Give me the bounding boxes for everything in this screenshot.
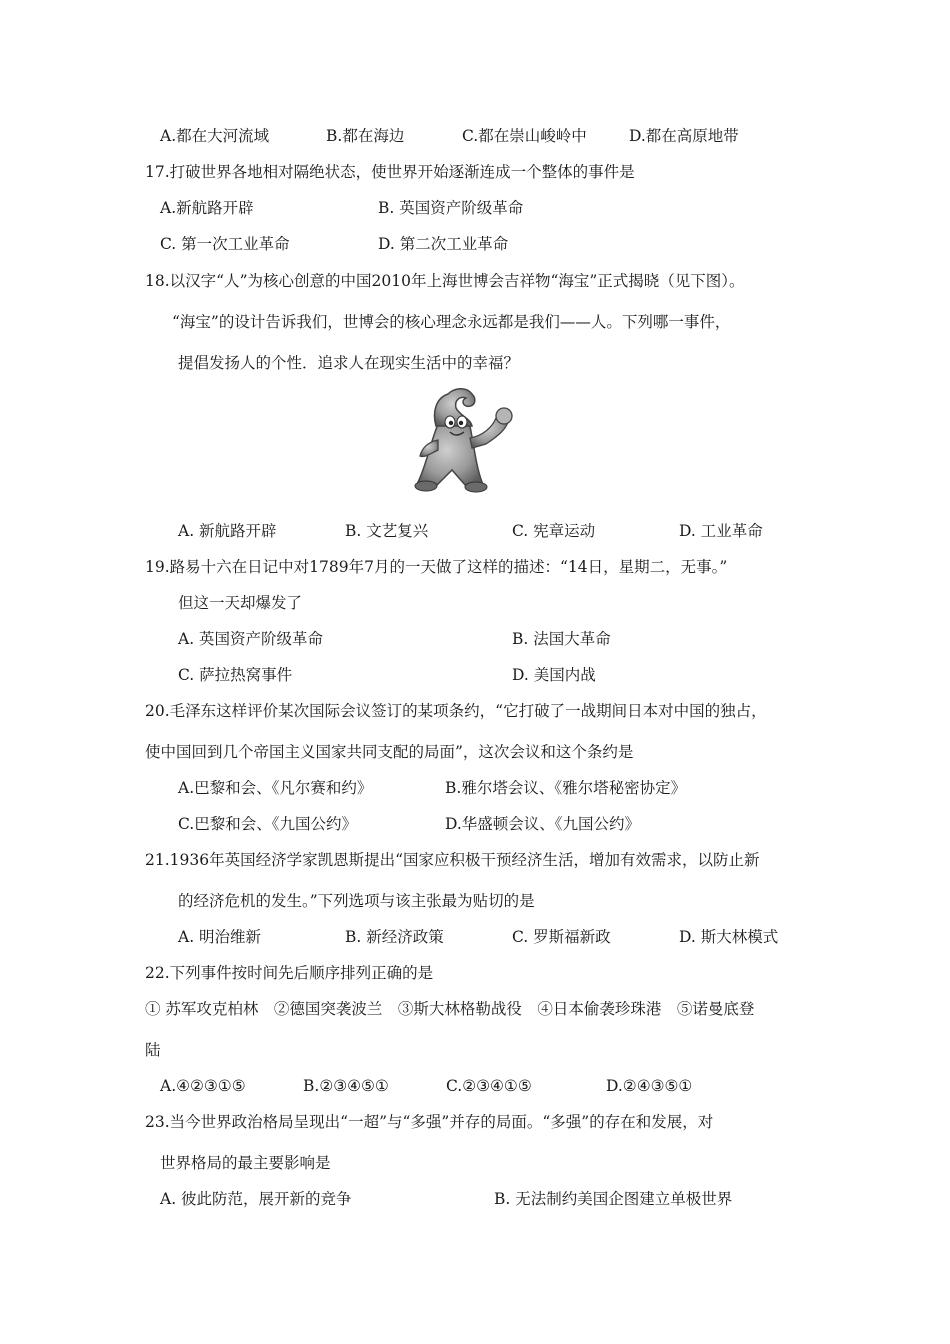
q20-option-c: C.巴黎和会、《九国公约》 xyxy=(178,815,357,833)
q23-option-a: A. 彼此防范，展开新的竞争 xyxy=(160,1190,352,1208)
q19-stem-line-2: 但这一天却爆发了 xyxy=(178,594,303,612)
q21-stem-line-1: 21.1936年英国经济学家凯恩斯提出“国家应积极干预经济生活，增加有效需求，以防止新 xyxy=(145,851,760,869)
q17-option-c: C. 第一次工业革命 xyxy=(160,235,290,253)
q21-option-d: D. 斯大林模式 xyxy=(679,928,779,946)
q16-option-b: B.都在海边 xyxy=(326,127,405,145)
q17-stem: 17.打破世界各地相对隔绝状态，使世界开始逐渐连成一个整体的事件是 xyxy=(145,163,635,181)
q18-stem-line-3: 提倡发扬人的个性．追求人在现实生活中的幸福？ xyxy=(178,354,520,372)
q17-option-b: B. 英国资产阶级革命 xyxy=(378,199,524,217)
q20-option-b: B.雅尔塔会议、《雅尔塔秘密协定》 xyxy=(445,779,687,797)
q18-stem-line-2: “海宝”的设计告诉我们，世博会的核心理念永远都是我们——人。下列哪一事件， xyxy=(172,313,731,331)
q19-option-a: A. 英国资产阶级革命 xyxy=(178,630,324,648)
q23-stem-line-1: 23.当今世界政治格局呈现出“一超”与“多强”并存的局面。“多强”的存在和发展，对 xyxy=(145,1113,714,1131)
q21-option-b: B. 新经济政策 xyxy=(345,928,444,946)
q23-option-b: B. 无法制约美国企图建立单极世界 xyxy=(494,1190,733,1208)
q22-option-a: A.④②③①⑤ xyxy=(160,1077,246,1095)
q21-option-c: C. 罗斯福新政 xyxy=(512,928,611,946)
q19-option-d: D. 美国内战 xyxy=(512,666,596,684)
q22-option-d: D.②④③⑤① xyxy=(606,1077,693,1095)
q23-stem-line-2: 世界格局的最主要影响是 xyxy=(160,1154,331,1172)
q20-option-d: D.华盛顿会议、《九国公约》 xyxy=(445,815,641,833)
q18-option-c: C. 宪章运动 xyxy=(512,522,596,540)
q22-stem: 22.下列事件按时间先后顺序排列正确的是 xyxy=(145,964,434,982)
q20-stem-line-1: 20.毛泽东这样评价某次国际会议签订的某项条约，“它打破了一战期间日本对中国的独占， xyxy=(145,702,767,720)
q17-option-a: A.新航路开辟 xyxy=(160,199,254,217)
q17-option-d: D. 第二次工业革命 xyxy=(378,235,509,253)
q21-stem-line-2: 的经济危机的发生。”下列选项与该主张最为贴切的是 xyxy=(178,892,535,910)
q21-option-a: A. 明治维新 xyxy=(178,928,262,946)
q20-stem-line-2: 使中国回到几个帝国主义国家共同支配的局面”，这次会议和这个条约是 xyxy=(145,743,634,761)
q18-stem-line-1: 18.以汉字“人”为核心创意的中国2010年上海世博会吉祥物“海宝”正式揭晓（见下图）。 xyxy=(145,272,745,290)
q16-option-a: A.都在大河流域 xyxy=(160,127,270,145)
q18-option-d: D. 工业革命 xyxy=(679,522,763,540)
q22-option-c: C.②③④①⑤ xyxy=(446,1077,532,1095)
q16-option-c: C.都在崇山峻岭中 xyxy=(462,127,587,145)
q18-option-b: B. 文艺复兴 xyxy=(345,522,429,540)
q16-option-d: D.都在高原地带 xyxy=(629,127,739,145)
q22-items-line-2: 陆 xyxy=(145,1041,161,1059)
q22-items-line-1: ① 苏军攻克柏林 ②德国突袭波兰 ③斯大林格勒战役 ④日本偷袭珍珠港 ⑤诺曼底登 xyxy=(145,1000,755,1018)
q19-option-c: C. 萨拉热窝事件 xyxy=(178,666,293,684)
q18-option-a: A. 新航路开辟 xyxy=(178,522,277,540)
q19-option-b: B. 法国大革命 xyxy=(512,630,611,648)
q19-stem-line-1: 19.路易十六在日记中对1789年7月的一天做了这样的描述：“14日，星期二，无事。” xyxy=(145,558,728,576)
haibao-mascot-image xyxy=(408,384,532,496)
q20-option-a: A.巴黎和会、《凡尔赛和约》 xyxy=(178,779,373,797)
q22-option-b: B.②③④⑤① xyxy=(303,1077,389,1095)
